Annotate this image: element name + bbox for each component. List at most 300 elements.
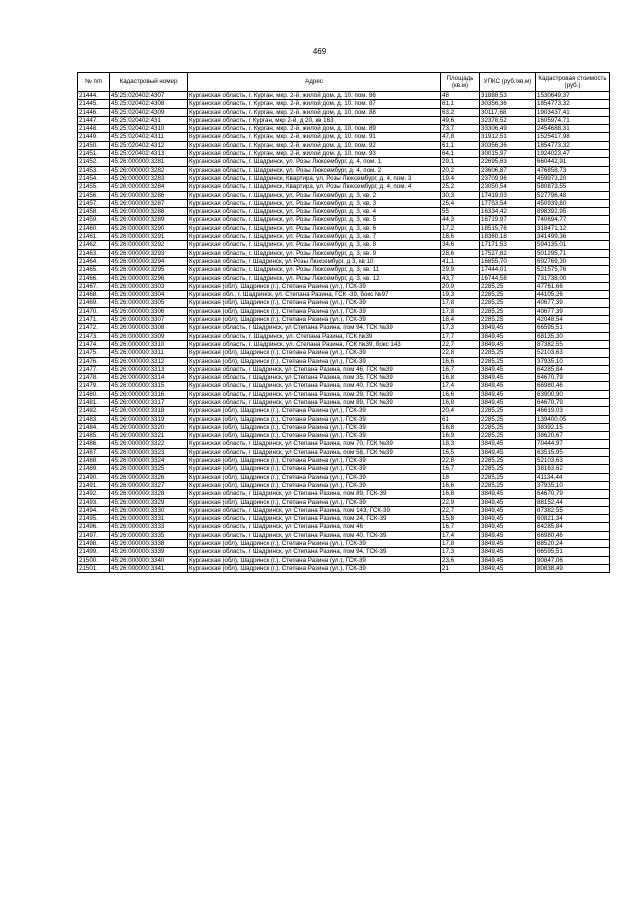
table-row (78, 291, 610, 299)
cell-num: 21469. (78, 299, 110, 307)
table-row (78, 374, 610, 382)
cell-cadastral-cost: 1605974,71 (536, 116, 610, 124)
cell-cadastral-number: 45:26:000000:3312 (110, 357, 188, 365)
cell-cadastral-cost: 68520,24 (536, 540, 610, 548)
cell-num: 21471. (78, 316, 110, 324)
cell-area: 43,7 (441, 274, 480, 282)
cell-address: Курганская (обл), Шадринск (г.), Степана Разина (ул.), ГСК-39 (188, 564, 441, 572)
cell-num: 21451. (78, 150, 110, 158)
cell-cadastral-number: 45:26:000000:3319 (110, 415, 188, 423)
cell-cadastral-cost: 38163,62 (536, 465, 610, 473)
cell-num: 21500. (78, 556, 110, 564)
cell-cadastral-number: 45:26:000000:3311 (110, 349, 188, 357)
cell-cadastral-number: 45:26:000000:3331 (110, 515, 188, 523)
cell-upks: 30356,36 (480, 100, 536, 108)
cell-cadastral-cost: 87382,55 (536, 340, 610, 348)
cell-cadastral-cost: 40677,39 (536, 299, 610, 307)
cell-area: 44,3 (441, 216, 480, 224)
cell-cadastral-number: 45:26:000000:3326 (110, 473, 188, 481)
cell-address: Курганская область, г Шадринск, ул Степана Разина, пом 94, ГСК №39 (188, 324, 441, 332)
cell-area: 18,6 (441, 233, 480, 241)
cell-cadastral-number: 45:26:000000:3309 (110, 332, 188, 340)
cell-address: Курганская (обл), Шадринск (г.), Степана Разина (ул.), ГСК-39 (188, 465, 441, 473)
cell-cadastral-number: 45:25:020402:431 (110, 116, 188, 124)
table-row (78, 457, 610, 465)
cell-address: Курганская область, г. Курган, мкр. 2-й, жилой дом, д. 10, пом. 86 (188, 92, 441, 100)
cell-cadastral-cost: 47761,66 (536, 282, 610, 290)
cell-num: 21453. (78, 166, 110, 174)
table-row (78, 233, 610, 241)
cell-area: 22,9 (441, 498, 480, 506)
cell-address: Курганская область, г Шадринск, ул Степана Разина, пом 143, ГСК-39 (188, 506, 441, 514)
cell-num: 21455. (78, 183, 110, 191)
cell-cadastral-cost: 139400,05 (536, 415, 610, 423)
table-row (78, 191, 610, 199)
cell-address: Курганская (обл), Шадринск (г.), Степана Разина (ул.), ГСК-39 (188, 282, 441, 290)
cell-cadastral-number: 45:26:000000:3318 (110, 407, 188, 415)
table-row (78, 133, 610, 141)
cell-cadastral-number: 45:26:000000:3304 (110, 291, 188, 299)
cell-upks: 18360,18 (480, 233, 536, 241)
cell-upks: 2285,25 (480, 291, 536, 299)
cell-cadastral-cost: 1530649,37 (536, 92, 610, 100)
cell-num: 21454. (78, 174, 110, 182)
cell-num: 21479. (78, 382, 110, 390)
cell-cadastral-cost: 66980,46 (536, 382, 610, 390)
cell-address: Курганская область, г Курган, мкр 2-й, д 20, кв 163 (188, 116, 441, 124)
cell-cadastral-number: 45:26:000000:3303 (110, 282, 188, 290)
cell-cadastral-number: 45:26:000000:3323 (110, 448, 188, 456)
table-row (78, 540, 610, 548)
cell-num: 21464. (78, 257, 110, 265)
cell-cadastral-number: 45:26:000000:3335 (110, 531, 188, 539)
cell-cadastral-cost: 66595,51 (536, 548, 610, 556)
cell-area: 22,8 (441, 457, 480, 465)
cell-address: Курганская область, г. Шадринск, ул. Розы Люксембург, д. 3, кв. 9 (188, 249, 441, 257)
cell-cadastral-cost: 731738,00 (536, 274, 610, 282)
cell-upks: 3849,45 (480, 548, 536, 556)
cell-address: Курганская область, г. Шадринск, ул. Розы Люксембург, д. 4, пом. 1 (188, 158, 441, 166)
cell-upks: 3849,45 (480, 398, 536, 406)
cell-cadastral-number: 45:26:000000:3341 (110, 564, 188, 572)
table-row (78, 481, 610, 489)
header-num: № п/п (78, 73, 110, 92)
page-number: 469 (312, 47, 327, 56)
cell-cadastral-cost: 692769,30 (536, 257, 610, 265)
cell-area: 16,8 (441, 490, 480, 498)
cell-cadastral-number: 45:26:000000:3340 (110, 556, 188, 564)
cell-cadastral-number: 45:26:000000:3320 (110, 423, 188, 431)
cell-upks: 2285,25 (480, 316, 536, 324)
cell-cadastral-number: 45:26:000000:3316 (110, 390, 188, 398)
cell-num: 21485. (78, 432, 110, 440)
cell-address: Курганская (обл), Шадринск (г.), Степана Разина (ул.), ГСК-39 (188, 432, 441, 440)
table-row (78, 307, 610, 315)
cell-cadastral-cost: 40677,39 (536, 307, 610, 315)
table-row (78, 498, 610, 506)
cell-num: 21465. (78, 266, 110, 274)
cell-cadastral-cost: 580873,55 (536, 183, 610, 191)
table-row (78, 92, 610, 100)
cell-address: Курганская область, г Шадринск, ул Степана Разина, пом 29, ГСК №39 (188, 390, 441, 398)
cell-num: 21447. (78, 116, 110, 124)
cell-area: 61,1 (441, 100, 480, 108)
cell-num: 21491. (78, 481, 110, 489)
cell-area: 16,7 (441, 465, 480, 473)
table-row (78, 548, 610, 556)
table-row (78, 100, 610, 108)
cell-area: 16,6 (441, 390, 480, 398)
cell-cadastral-cost: 37935,10 (536, 357, 610, 365)
cell-area: 22,8 (441, 349, 480, 357)
cell-cadastral-cost: 64670,79 (536, 398, 610, 406)
cell-area: 48 (441, 92, 480, 100)
cell-address: Курганская обл., г. Шадринск, ул. Степана Разина, ГСК -39, бокс №97 (188, 291, 441, 299)
table-row (78, 490, 610, 498)
cell-address: Курганская область, г. Курган, мкр. 2-й, жилой дом, д. 10, пом. 89 (188, 125, 441, 133)
cell-num: 21497. (78, 531, 110, 539)
cell-num: 21456. (78, 191, 110, 199)
cell-cadastral-number: 45:26:000000:3329 (110, 498, 188, 506)
table-row (78, 324, 610, 332)
cell-cadastral-number: 45:26:000000:3315 (110, 382, 188, 390)
table-row (78, 266, 610, 274)
cell-area: 25,4 (441, 199, 480, 207)
cell-upks: 18515,76 (480, 224, 536, 232)
cell-cadastral-number: 45:26:000000:3306 (110, 307, 188, 315)
cell-area: 17,3 (441, 324, 480, 332)
cell-num: 21473. (78, 332, 110, 340)
cell-address: Курганская (обл), Шадринск (г.), Степана Разина (ул.), ГСК-39 (188, 423, 441, 431)
cell-cadastral-number: 45:26:000000:3286 (110, 191, 188, 199)
table-row (78, 274, 610, 282)
cell-num: 21484. (78, 423, 110, 431)
cell-area: 61 (441, 415, 480, 423)
cell-upks: 2285,25 (480, 282, 536, 290)
cell-num: 21483. (78, 415, 110, 423)
table-row (78, 174, 610, 182)
cell-cadastral-cost: 64285,84 (536, 365, 610, 373)
table-row (78, 531, 610, 539)
cell-address: Курганская область, г Шадринск, ул Степана Разина, пом 89, ГСК №39 (188, 398, 441, 406)
cell-num: 21467. (78, 282, 110, 290)
cell-area: 61,1 (441, 141, 480, 149)
table-row (78, 208, 610, 216)
table-row (78, 465, 610, 473)
cell-upks: 3849,45 (480, 490, 536, 498)
cell-cadastral-cost: 1854773,32 (536, 100, 610, 108)
cell-cadastral-number: 45:26:000000:3296 (110, 274, 188, 282)
cell-upks: 2285,25 (480, 407, 536, 415)
cell-cadastral-number: 45:26:000000:3327 (110, 481, 188, 489)
cell-address: Курганская область, г. Шадринск, ул. Розы Люксембург, д. 3, кв. 12 (188, 274, 441, 282)
table-row (78, 257, 610, 265)
cell-cadastral-cost: 341499,36 (536, 233, 610, 241)
cell-num: 21499. (78, 548, 110, 556)
cell-cadastral-number: 45:26:000000:3293 (110, 249, 188, 257)
cell-cadastral-number: 45:26:000000:3290 (110, 224, 188, 232)
cell-cadastral-number: 45:25:020402:4311 (110, 133, 188, 141)
cell-cadastral-number: 45:26:000000:3324 (110, 457, 188, 465)
cell-area: 22,7 (441, 340, 480, 348)
cell-address: Курганская область, г Шадринск, ул Степана Разина, пом 89, ГСК-39 (188, 490, 441, 498)
cell-address: Курганская (обл), Шадринск (г.), Степана Разина (ул.), ГСК-39 (188, 498, 441, 506)
cell-upks: 2285,25 (480, 307, 536, 315)
cell-cadastral-cost: 64670,79 (536, 490, 610, 498)
cell-num: 21498. (78, 540, 110, 548)
cell-address: Курганская (обл), Шадринск (г.), Степана Разина (ул.), ГСК-39 (188, 481, 441, 489)
cell-area: 20,4 (441, 407, 480, 415)
cell-area: 64,1 (441, 150, 480, 158)
cell-upks: 32378,52 (480, 116, 536, 124)
cell-cadastral-cost: 476858,73 (536, 166, 610, 174)
cell-cadastral-cost: 1854773,32 (536, 141, 610, 149)
cell-cadastral-cost: 38392,15 (536, 423, 610, 431)
cell-cadastral-number: 45:26:000000:3288 (110, 208, 188, 216)
cell-address: Курганская область, г. Шадринск, ул. Розы Люксембург, д. 3, кв. 6 (188, 224, 441, 232)
cell-num: 21501. (78, 564, 110, 572)
cell-upks: 3849,45 (480, 531, 536, 539)
table-row (78, 564, 610, 572)
cell-cadastral-number: 45:26:000000:3291 (110, 233, 188, 241)
cell-area: 16,8 (441, 374, 480, 382)
cell-upks: 2285,25 (480, 432, 536, 440)
cell-num: 21468. (78, 291, 110, 299)
table-row (78, 224, 610, 232)
cell-address: Курганская область, г Шадринск, ул Степана Разина, пом 40, ГСК-39 (188, 531, 441, 539)
cell-num: 21462. (78, 241, 110, 249)
table-row (78, 448, 610, 456)
cell-address: Курганская область, г Шадринск, ул Степана Разина, пом 35, ГСК №39 (188, 374, 441, 382)
cell-address: Курганская (обл), Шадринск (г.), Степана Разина (ул.), ГСК-39 (188, 415, 441, 423)
cell-cadastral-cost: 2454688,31 (536, 125, 610, 133)
cadastral-table (77, 72, 610, 573)
cell-cadastral-cost: 459973,20 (536, 174, 610, 182)
cell-upks: 16744,58 (480, 274, 536, 282)
cell-cadastral-number: 45:26:000000:3283 (110, 174, 188, 182)
cell-num: 21494. (78, 506, 110, 514)
cell-upks: 2285,25 (480, 299, 536, 307)
cell-address: Курганская область, г. Шадринск, ул. Степана Разина, ГСК №39 (188, 332, 441, 340)
table-row (78, 116, 610, 124)
cell-upks: 2285,25 (480, 415, 536, 423)
cell-area: 20,2 (441, 166, 480, 174)
cell-num: 21480. (78, 390, 110, 398)
cell-address: Курганская область, г. Шадринск, Квартира, ул. Розы Люксембург, д. 4, пом. 3 (188, 174, 441, 182)
table-row (78, 440, 610, 448)
cell-area: 17,8 (441, 540, 480, 548)
cell-area: 55 (441, 208, 480, 216)
header-area: Площадь (кв.м) (441, 73, 480, 92)
cell-cadastral-cost: 527796,48 (536, 191, 610, 199)
cell-upks: 16334,42 (480, 208, 536, 216)
table-row (78, 382, 610, 390)
cell-address: Курганская область, г. Шадринск, ул. Розы Люксембург, д. 3, кв. 4 (188, 208, 441, 216)
cell-area: 28,6 (441, 249, 480, 257)
cell-upks: 30015,97 (480, 150, 536, 158)
cell-address: Курганская (обл), Шадринск (г.), Степана Разина (ул.), ГСК-39 (188, 473, 441, 481)
cell-num: 21495. (78, 515, 110, 523)
cell-upks: 3849,45 (480, 498, 536, 506)
cell-upks: 17171,53 (480, 241, 536, 249)
cell-cadastral-cost: 66980,46 (536, 531, 610, 539)
cell-area: 49,6 (441, 116, 480, 124)
cell-upks: 2285,25 (480, 481, 536, 489)
header-cadastral-number: Кадастровый номер (110, 73, 188, 92)
table-header-row (78, 73, 610, 92)
cell-area: 29,9 (441, 266, 480, 274)
cell-address: Курганская область, г. Курган, мкр. 2-й, жилой дом, д. 10, пом. 88 (188, 108, 441, 116)
table-row (78, 150, 610, 158)
cell-address: Курганская (обл), Шадринск (г.), Степана Разина (ул.), ГСК-39 (188, 316, 441, 324)
cell-cadastral-cost: 41134,44 (536, 473, 610, 481)
cell-cadastral-number: 45:25:020402:4312 (110, 141, 188, 149)
cell-cadastral-number: 45:26:000000:3284 (110, 183, 188, 191)
cell-area: 16,8 (441, 423, 480, 431)
cell-area: 22,7 (441, 506, 480, 514)
cell-num: 21481. (78, 398, 110, 406)
cell-address: Курганская область, г. Шадринск, ул. Розы Люксембург, д. 3, кв. 11 (188, 266, 441, 274)
cell-upks: 3849,45 (480, 515, 536, 523)
cell-num: 21487. (78, 448, 110, 456)
cell-cadastral-cost: 1903437,41 (536, 108, 610, 116)
cell-address: Курганская область, г Шадринск, ул Степана Разина, пом 46, ГСК №39 (188, 365, 441, 373)
cell-area: 17,8 (441, 299, 480, 307)
table-row (78, 158, 610, 166)
cell-num: 21459. (78, 216, 110, 224)
table-row (78, 166, 610, 174)
cell-cadastral-cost: 66595,51 (536, 324, 610, 332)
cell-upks: 3849,45 (480, 556, 536, 564)
cell-area: 16,6 (441, 357, 480, 365)
cell-cadastral-number: 45:26:000000:3314 (110, 374, 188, 382)
table-row (78, 216, 610, 224)
cell-area: 18,4 (441, 316, 480, 324)
cell-cadastral-number: 45:26:000000:3333 (110, 523, 188, 531)
cell-area: 17,4 (441, 531, 480, 539)
cell-address: Курганская область, г Шадринск, ул Розы Люксембург, д 3, кв 10 (188, 257, 441, 265)
cell-area: 18 (441, 473, 480, 481)
cell-cadastral-cost: 42048,54 (536, 316, 610, 324)
cell-upks: 3849,45 (480, 506, 536, 514)
cell-area: 16,8 (441, 398, 480, 406)
cell-num: 21492. (78, 490, 110, 498)
cell-area: 17,8 (441, 307, 480, 315)
cell-upks: 23050,54 (480, 183, 536, 191)
cell-num: 21460. (78, 224, 110, 232)
cell-upks: 2285,25 (480, 349, 536, 357)
cell-cadastral-cost: 1924023,47 (536, 150, 610, 158)
cell-cadastral-cost: 52103,63 (536, 349, 610, 357)
cell-cadastral-cost: 740694,77 (536, 216, 610, 224)
cell-area: 16,5 (441, 448, 480, 456)
cell-upks: 3849,45 (480, 340, 536, 348)
cell-num: 21493. (78, 498, 110, 506)
cell-num: 21490. (78, 473, 110, 481)
cell-upks: 30117,68 (480, 108, 536, 116)
cell-upks: 3849,45 (480, 374, 536, 382)
table-row (78, 357, 610, 365)
cell-area: 20,9 (441, 282, 480, 290)
table-row (78, 349, 610, 357)
cell-upks: 23709,96 (480, 174, 536, 182)
cell-num: 21489. (78, 465, 110, 473)
header-address: Адрес (188, 73, 441, 92)
cell-address: Курганская область, г. Курган, мкр. 2-й, жилой дом, д. 10, пом. 91 (188, 133, 441, 141)
cell-address: Курганская область, г. Курган, мкр. 2-й, жилой дом, д. 10, пом. 87 (188, 100, 441, 108)
cell-address: Курганская (обл), Шадринск (г.), Степана Разина (ул.), ГСК-39 (188, 299, 441, 307)
cell-cadastral-cost: 521575,76 (536, 266, 610, 274)
table-row (78, 473, 610, 481)
cell-cadastral-number: 45:26:000000:3338 (110, 540, 188, 548)
cell-address: Курганская область, г Шадринск, ул Степана Разина, пом 40, ГСК №39 (188, 382, 441, 390)
cell-num: 21488. (78, 457, 110, 465)
cell-cadastral-number: 45:26:000000:3310 (110, 340, 188, 348)
table-row (78, 249, 610, 257)
cell-cadastral-number: 45:26:000000:3321 (110, 432, 188, 440)
cell-address: Курганская область, г Шадринск, ул Степана Разина, пом 70, ГСК №39 (188, 440, 441, 448)
cell-area: 16,7 (441, 523, 480, 531)
cell-address: Курганская область, г. Шадринск, ул. Розы Люксембург, д. 3, кв. 3 (188, 199, 441, 207)
cell-address: Курганская (обл), Шадринск (г.), Степана Разина (ул.), ГСК-39 (188, 307, 441, 315)
cell-upks: 17419,03 (480, 191, 536, 199)
cell-area: 41,1 (441, 257, 480, 265)
table-row (78, 316, 610, 324)
cell-cadastral-cost: 38620,67 (536, 432, 610, 440)
cell-address: Курганская (обл), Шадринск (г.), Степана Разина (ул.), ГСК-39 (188, 357, 441, 365)
cell-cadastral-cost: 52103,63 (536, 457, 610, 465)
cell-num: 21486. (78, 440, 110, 448)
cell-cadastral-cost: 64285,84 (536, 523, 610, 531)
cell-num: 21496. (78, 523, 110, 531)
cell-cadastral-number: 45:26:000000:3294 (110, 257, 188, 265)
cell-area: 19,4 (441, 174, 480, 182)
table-row (78, 332, 610, 340)
cell-cadastral-number: 45:26:000000:3289 (110, 216, 188, 224)
cell-cadastral-number: 45:26:000000:3339 (110, 548, 188, 556)
cell-upks: 2285,25 (480, 457, 536, 465)
cell-address: Курганская область, г Шадринск, ул Степана Разина, пом 24, ГСК-39 (188, 515, 441, 523)
table-row (78, 340, 610, 348)
cell-area: 23,6 (441, 556, 480, 564)
cell-area: 16,9 (441, 432, 480, 440)
cell-address: Курганская область, г. Шадринск, ул. Розы Люксембург, д. 3, кв. 7 (188, 233, 441, 241)
cell-area: 21 (441, 564, 480, 572)
cell-num: 21466. (78, 274, 110, 282)
cell-cadastral-number: 45:26:000000:3282 (110, 166, 188, 174)
cell-address: Курганская (обл), Шадринск (г.), Степана Разина (ул.), ГСК-39 (188, 540, 441, 548)
cell-upks: 2285,25 (480, 465, 536, 473)
cell-area: 25,2 (441, 183, 480, 191)
cell-upks: 3849,45 (480, 365, 536, 373)
cell-address: Курганская область, г. Шадринск, ул. Розы Люксембург, д. 3, кв. 8 (188, 241, 441, 249)
cell-num: 21452. (78, 158, 110, 166)
cell-area: 63,2 (441, 108, 480, 116)
cell-cadastral-number: 45:26:000000:3317 (110, 398, 188, 406)
cell-cadastral-cost: 68135,30 (536, 332, 610, 340)
cell-num: 21445. (78, 100, 110, 108)
cell-upks: 31888,53 (480, 92, 536, 100)
cell-num: 21474. (78, 340, 110, 348)
cell-num: 21470. (78, 307, 110, 315)
cell-upks: 17444,01 (480, 266, 536, 274)
table-row (78, 415, 610, 423)
table-row (78, 108, 610, 116)
cell-cadastral-number: 45:25:020402:4309 (110, 108, 188, 116)
cell-cadastral-number: 45:26:000000:3322 (110, 440, 188, 448)
cell-upks: 2285,25 (480, 423, 536, 431)
cell-upks: 3849,45 (480, 448, 536, 456)
